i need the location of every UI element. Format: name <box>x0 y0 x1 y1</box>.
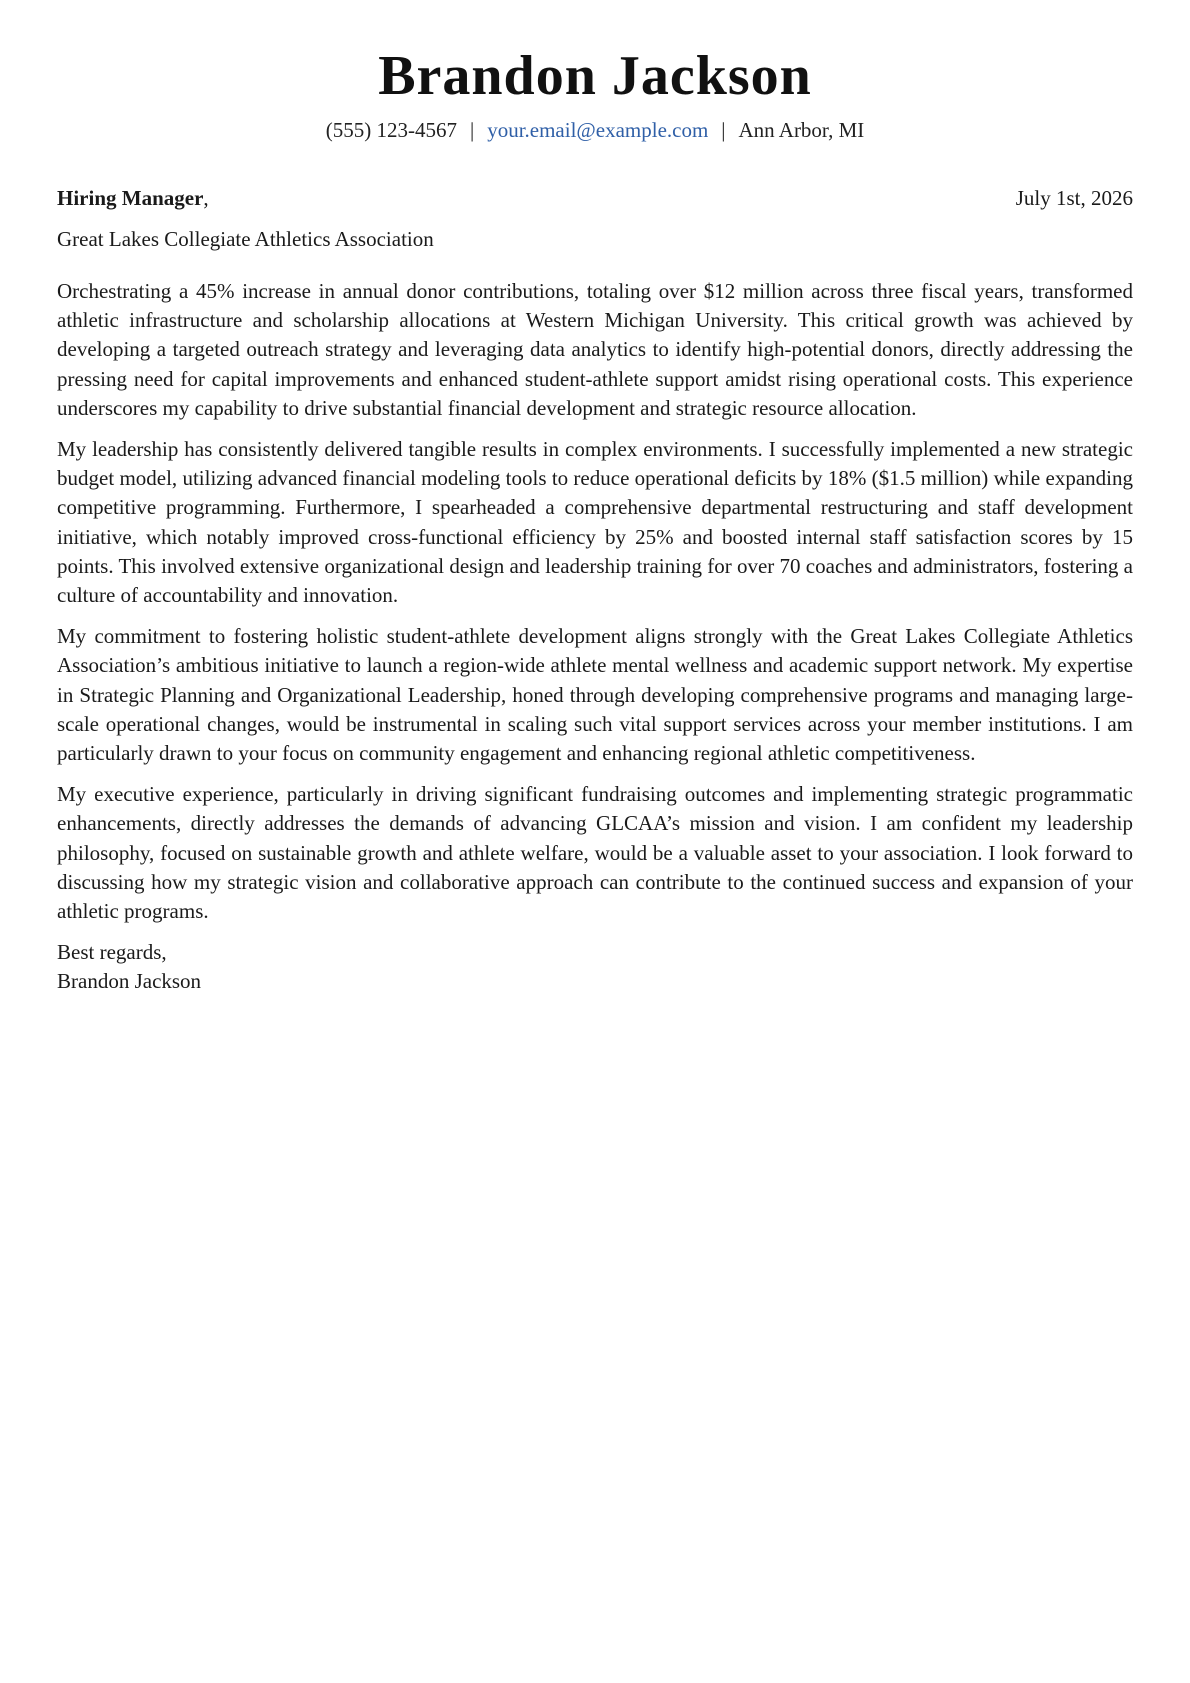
salutation-comma: , <box>203 186 209 210</box>
body-paragraph: My leadership has consistently delivered tangible results in complex environments. I successfully implemented a new strategic budget model, utilizing advanced financial modeling tools to reduce operational deficits by 18% ($1.5 million) while expanding competitive programming. Furthermore, I spearheaded a comprehensive departmental restructuring and staff development initiative, which notably improved cross-functional efficiency by 25% and boosted internal staff satisfaction scores by 15 points. This involved extensive organizational design and leadership training for over 70 coaches and administrators, fostering a culture of accountability and innovation. <box>57 437 1133 608</box>
signature-name: Brandon Jackson <box>57 969 202 994</box>
applicant-name: Brandon Jackson <box>378 45 812 107</box>
recipient-organization: Great Lakes Collegiate Athletics Association <box>57 227 434 251</box>
email-link[interactable]: your.email@example.com <box>487 118 709 142</box>
letter-date: July 1st, 2026 <box>1015 186 1133 210</box>
body-paragraph: My executive experience, particularly in driving significant fundraising outcomes and implementing strategic programmatic enhancements, directly addresses the demands of advancing GLCAA’s mission and vision. I am confident my leadership philosophy, focused on sustainable growth and athlete welfare, would be a valuable asset to your association. I look forward to discussing how my strategic vision and collaborative approach can contribute to the continued success and expansion of your athletic programs. <box>57 782 1133 924</box>
body-paragraph: My commitment to fostering holistic student-athlete development aligns strongly with the Great Lakes Collegiate Athletics Association’s ambitious initiative to launch a region-wide athlete mental wellness and academic support network. My expertise in Strategic Planning and Organizational Leadership, honed through developing comprehensive programs and managing large-scale operational changes, would be instrumental in scaling such vital support services across your member institutions. I am particularly drawn to your focus on community engagement and enhancing regional athletic competitiveness. <box>57 624 1133 766</box>
body-paragraph: Orchestrating a 45% increase in annual donor contributions, totaling over $12 million across three fiscal years, transformed athletic infrastructure and scholarship allocations at Western Michigan University. This critical growth was achieved by developing a targeted outreach strategy and leveraging data analytics to identify high-potential donors, directly addressing the pressing need for capital improvements and enhanced student-athlete support amidst rising operational costs. This experience underscores my capability to drive substantial financial development and strategic resource allocation. <box>57 279 1133 420</box>
letter-body <box>57 277 1133 926</box>
recipient-row <box>57 184 1133 212</box>
contact-separator: | <box>469 118 475 142</box>
contact-separator: | <box>721 118 726 142</box>
recipient-title: Hiring Manager <box>57 186 204 210</box>
phone-number: (555) 123-4567 <box>325 118 457 142</box>
signoff: Best regards, <box>57 940 167 965</box>
contact-line <box>57 116 1133 144</box>
recipient-salutation <box>57 184 209 212</box>
location: Ann Arbor, MI <box>738 118 865 142</box>
letter-closing <box>57 938 1133 996</box>
